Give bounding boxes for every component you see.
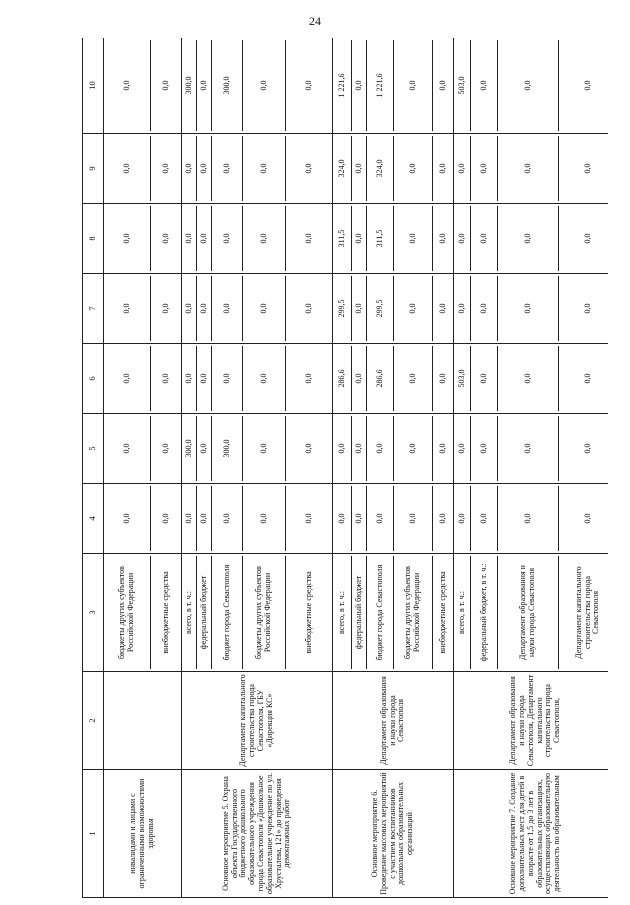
value-cell bbox=[182, 274, 333, 344]
funding-source: всего, в т. ч.: bbox=[333, 556, 352, 669]
value: 0,0 bbox=[498, 276, 559, 341]
value-cell bbox=[333, 38, 454, 134]
value: 0,0 bbox=[303, 163, 313, 174]
value: 0,0 bbox=[160, 233, 170, 244]
value: 503,0 bbox=[454, 40, 471, 131]
executor-cell bbox=[104, 672, 182, 770]
value: 0,0 bbox=[498, 346, 559, 411]
value: 0,0 bbox=[471, 276, 498, 341]
value: 0,0 bbox=[498, 486, 559, 551]
value: 0,0 bbox=[160, 80, 170, 91]
value: 0,0 bbox=[212, 276, 243, 341]
value: 0,0 bbox=[104, 40, 151, 131]
measure-5-block bbox=[182, 38, 333, 898]
value: 299,5 bbox=[333, 276, 352, 341]
column-number: 2 bbox=[83, 672, 104, 770]
value: 0,0 bbox=[498, 40, 559, 131]
value: 0,0 bbox=[197, 346, 212, 411]
value: 0,0 bbox=[352, 486, 367, 551]
column-number: 3 bbox=[83, 554, 104, 672]
funding-source: федеральный бюджет bbox=[352, 556, 367, 669]
column-number: 4 bbox=[83, 484, 104, 554]
value: 0,0 bbox=[104, 486, 151, 551]
value: 0,0 bbox=[182, 136, 197, 201]
executor-cell: Департамент образования и науки города Севастополя, Департамент капитального строительства города Севастополя, bbox=[454, 672, 609, 770]
table-body bbox=[83, 38, 609, 898]
value: 0,0 bbox=[582, 80, 592, 91]
funding-source: бюджеты других субъектов Российской Федерации bbox=[104, 556, 151, 669]
funding-source: бюджеты других субъектов Российской Федерации bbox=[243, 556, 286, 669]
value: 0,0 bbox=[498, 416, 559, 481]
value: 324,0 bbox=[367, 136, 394, 201]
funding-source: бюджеты других субъектов Российской Федерации bbox=[394, 556, 433, 669]
value-cell bbox=[454, 274, 609, 344]
value: 0,0 bbox=[582, 373, 592, 384]
value: 0,0 bbox=[471, 40, 498, 131]
value: 300,0 bbox=[212, 416, 243, 481]
funding-source: федеральный бюджет, в т. ч.: bbox=[471, 556, 498, 669]
value: 0,0 bbox=[437, 513, 447, 524]
value: 0,0 bbox=[182, 276, 197, 341]
value: 1 221,6 bbox=[367, 40, 394, 131]
value-cell bbox=[104, 134, 182, 204]
value: 0,0 bbox=[212, 486, 243, 551]
column-number: 5 bbox=[83, 414, 104, 484]
value-cell bbox=[454, 134, 609, 204]
value-cell bbox=[104, 204, 182, 274]
value: 311,5 bbox=[367, 206, 394, 271]
value: 0,0 bbox=[182, 206, 197, 271]
value: 0,0 bbox=[160, 373, 170, 384]
value: 286,6 bbox=[333, 346, 352, 411]
value-cell bbox=[182, 134, 333, 204]
value: 0,0 bbox=[352, 136, 367, 201]
value: 0,0 bbox=[582, 513, 592, 524]
value: 0,0 bbox=[394, 40, 433, 131]
value: 0,0 bbox=[352, 276, 367, 341]
funding-source-cell bbox=[182, 554, 333, 672]
page-number: 24 bbox=[309, 14, 321, 28]
value: 0,0 bbox=[498, 206, 559, 271]
value: 0,0 bbox=[243, 346, 286, 411]
funding-source: Департамент образования и науки города Севастополя bbox=[498, 556, 559, 669]
value: 0,0 bbox=[197, 276, 212, 341]
value: 0,0 bbox=[582, 303, 592, 314]
value-cell bbox=[454, 484, 609, 554]
value: 0,0 bbox=[437, 163, 447, 174]
value: 0,0 bbox=[243, 40, 286, 131]
measure-7-block bbox=[454, 38, 609, 898]
value: 0,0 bbox=[160, 443, 170, 454]
value: 0,0 bbox=[197, 136, 212, 201]
value: 0,0 bbox=[437, 80, 447, 91]
value: 0,0 bbox=[104, 206, 151, 271]
value: 0,0 bbox=[303, 373, 313, 384]
value: 0,0 bbox=[394, 346, 433, 411]
funding-source: внебюджетные средства bbox=[437, 571, 447, 654]
value: 0,0 bbox=[243, 206, 286, 271]
value: 0,0 bbox=[367, 486, 394, 551]
funding-source: всего, в т. ч.: bbox=[454, 556, 471, 669]
value-cell bbox=[333, 484, 454, 554]
value: 0,0 bbox=[471, 136, 498, 201]
value-cell bbox=[182, 38, 333, 134]
column-number: 10 bbox=[83, 38, 104, 134]
measure-title-cell: инвалидами и лицами с ограниченными возможностями здоровья bbox=[104, 770, 182, 898]
value: 0,0 bbox=[394, 206, 433, 271]
value: 324,0 bbox=[333, 136, 352, 201]
value: 0,0 bbox=[367, 416, 394, 481]
column-number: 1 bbox=[83, 770, 104, 898]
value: 0,0 bbox=[437, 443, 447, 454]
value: 0,0 bbox=[394, 276, 433, 341]
value-cell bbox=[182, 484, 333, 554]
value-cell bbox=[333, 344, 454, 414]
value: 0,0 bbox=[352, 40, 367, 131]
value: 0,0 bbox=[582, 233, 592, 244]
value: 0,0 bbox=[303, 233, 313, 244]
value: 0,0 bbox=[454, 416, 471, 481]
funding-source: всего, в т. ч.: bbox=[182, 556, 197, 669]
value-cell bbox=[182, 414, 333, 484]
value: 0,0 bbox=[498, 136, 559, 201]
value: 0,0 bbox=[394, 486, 433, 551]
value: 311,5 bbox=[333, 206, 352, 271]
value: 0,0 bbox=[197, 416, 212, 481]
value-cell bbox=[454, 38, 609, 134]
funding-source-cell bbox=[104, 554, 182, 672]
value: 0,0 bbox=[454, 486, 471, 551]
value: 0,0 bbox=[197, 486, 212, 551]
column-number-row bbox=[83, 38, 104, 898]
value: 0,0 bbox=[160, 163, 170, 174]
measure-title-cell: Основное мероприятие 5. Охрана объекта Государственного бюджетного дошкольного образовательного учреждения города Севастополя «Дошкольное образовательное учреждение по ул. Хрусталева, 121» до проведения демонтажных работ bbox=[182, 770, 333, 898]
rotated-sheet bbox=[82, 38, 608, 898]
value: 0,0 bbox=[160, 513, 170, 524]
value: 0,0 bbox=[303, 80, 313, 91]
value: 0,0 bbox=[394, 136, 433, 201]
value-cell bbox=[104, 344, 182, 414]
value-cell bbox=[182, 344, 333, 414]
value: 0,0 bbox=[303, 443, 313, 454]
funding-source-cell bbox=[454, 554, 609, 672]
funding-source: бюджет города Севастополя bbox=[367, 556, 394, 669]
executor-cell: Департамент образования и науки города Севастополя bbox=[333, 672, 454, 770]
value: 0,0 bbox=[104, 276, 151, 341]
value: 0,0 bbox=[352, 346, 367, 411]
value: 0,0 bbox=[303, 303, 313, 314]
value: 0,0 bbox=[212, 136, 243, 201]
measure-title-cell: Основное мероприятие 6. Проведение массовых мероприятий с участием воспитанников дошкольных образовательных организаций bbox=[333, 770, 454, 898]
value: 0,0 bbox=[243, 416, 286, 481]
value: 0,0 bbox=[243, 276, 286, 341]
column-number: 8 bbox=[83, 204, 104, 274]
value: 0,0 bbox=[243, 136, 286, 201]
value: 286,6 bbox=[367, 346, 394, 411]
value-cell bbox=[454, 414, 609, 484]
value: 0,0 bbox=[197, 206, 212, 271]
value-cell bbox=[104, 484, 182, 554]
value: 0,0 bbox=[352, 416, 367, 481]
measure-title-cell: Основное мероприятие 7. Создание дополнительных мест для детей в возрасте от 1,5 до 3 лет в образовательных организациях, осуществляющих образовательную деятельность по образовательным bbox=[454, 770, 609, 898]
value: 0,0 bbox=[471, 486, 498, 551]
value: 0,0 bbox=[104, 136, 151, 201]
value: 0,0 bbox=[333, 416, 352, 481]
funding-source: внебюджетные средства bbox=[303, 571, 313, 654]
value: 0,0 bbox=[471, 416, 498, 481]
value-cell bbox=[182, 204, 333, 274]
value: 0,0 bbox=[582, 443, 592, 454]
executor-cell: Департамент капитального строительства города Севастополя, ГБУ «Дирекция КС» bbox=[182, 672, 333, 770]
value: 299,5 bbox=[367, 276, 394, 341]
value: 0,0 bbox=[394, 416, 433, 481]
value: 0,0 bbox=[160, 303, 170, 314]
measure-6-block bbox=[333, 38, 454, 898]
value: 300,0 bbox=[182, 40, 197, 131]
value: 0,0 bbox=[471, 346, 498, 411]
budget-table bbox=[82, 38, 608, 898]
value: 0,0 bbox=[212, 206, 243, 271]
value-cell bbox=[333, 414, 454, 484]
value: 0,0 bbox=[454, 276, 471, 341]
value: 0,0 bbox=[437, 233, 447, 244]
value: 0,0 bbox=[333, 486, 352, 551]
continuation-block bbox=[104, 38, 182, 898]
value-cell bbox=[333, 274, 454, 344]
value: 0,0 bbox=[471, 206, 498, 271]
column-number: 9 bbox=[83, 134, 104, 204]
value: 0,0 bbox=[182, 346, 197, 411]
value: 0,0 bbox=[182, 486, 197, 551]
value: 0,0 bbox=[104, 416, 151, 481]
column-number: 7 bbox=[83, 274, 104, 344]
funding-source: федеральный бюджет bbox=[197, 556, 212, 669]
value: 0,0 bbox=[212, 346, 243, 411]
value: 300,0 bbox=[212, 40, 243, 131]
column-number: 6 bbox=[83, 344, 104, 414]
value: 0,0 bbox=[303, 513, 313, 524]
value-cell bbox=[104, 38, 182, 134]
value-cell bbox=[333, 204, 454, 274]
value: 0,0 bbox=[454, 206, 471, 271]
value-cell bbox=[454, 204, 609, 274]
value-cell bbox=[104, 414, 182, 484]
value: 300,0 bbox=[182, 416, 197, 481]
value-cell bbox=[333, 134, 454, 204]
value: 0,0 bbox=[582, 163, 592, 174]
rotated-table-frame bbox=[82, 38, 608, 898]
value: 1 221,6 bbox=[333, 40, 352, 131]
value: 0,0 bbox=[437, 373, 447, 384]
value: 0,0 bbox=[437, 303, 447, 314]
funding-source: внебюджетные средства bbox=[160, 571, 170, 654]
value: 0,0 bbox=[197, 40, 212, 131]
value: 503,0 bbox=[454, 346, 471, 411]
value: 0,0 bbox=[352, 206, 367, 271]
value: 0,0 bbox=[104, 346, 151, 411]
value-cell bbox=[104, 274, 182, 344]
funding-source: Департамент капитального строительства города Севастополя bbox=[573, 566, 601, 659]
value: 0,0 bbox=[454, 136, 471, 201]
funding-source: бюджет города Севастополя bbox=[212, 556, 243, 669]
funding-source-cell bbox=[333, 554, 454, 672]
value: 0,0 bbox=[243, 486, 286, 551]
value-cell bbox=[454, 344, 609, 414]
